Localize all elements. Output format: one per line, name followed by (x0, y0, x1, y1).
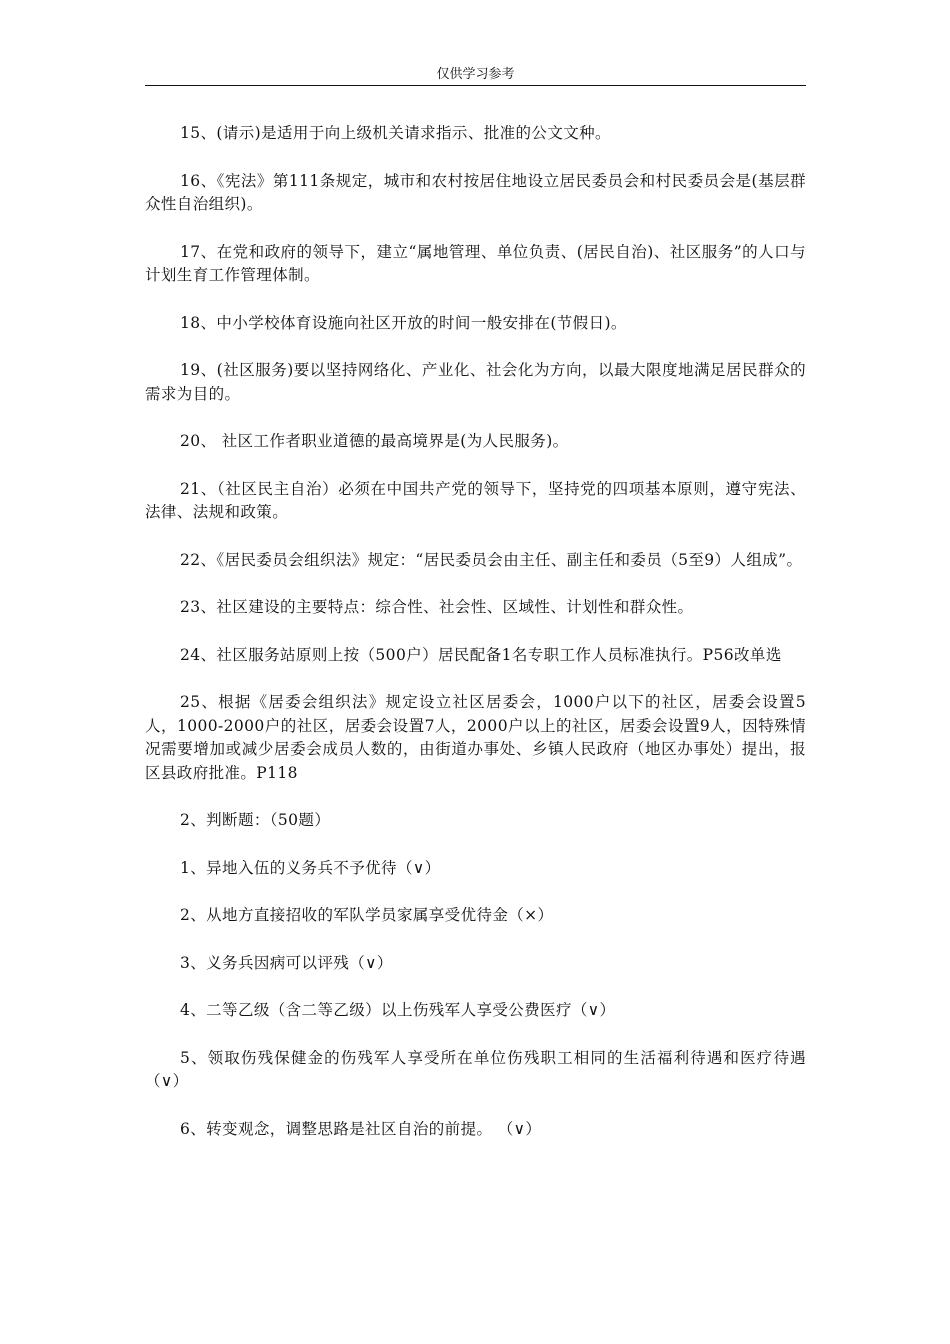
paragraph-tf1: 1、异地入伍的义务兵不予优待（∨） (180, 858, 441, 877)
paragraph-tf4: 4、二等乙级（含二等乙级）以上伤残军人享受公费医疗（∨） (180, 1001, 616, 1019)
paragraph-q21: 21、（社区民主自治）必须在中国共产党的领导下，坚持党的四项基本原则，遵守宪法、法律、法规和政策。 (145, 479, 806, 521)
header-divider (145, 85, 806, 86)
paragraph-q22: 22、《居民委员会组织法》规定：“居民委员会由主任、副主任和委员（5至9）人组成”。 (180, 550, 803, 569)
paragraph-q19: 19、(社区服务)要以坚持网络化、产业化、社会化为方向，以最大限度地满足居民群众的需求为目的。 (145, 361, 806, 403)
paragraph-tf3: 3、义务兵因病可以评残（∨） (180, 953, 393, 972)
paragraph-q18: 18、中小学校体育设施向社区开放的时间一般安排在(节假日)。 (180, 313, 627, 332)
paragraph-q17: 17、在党和政府的领导下，建立“属地管理、单位负责、(居民自治)、社区服务”的人口与计划生育工作管理体制。 (145, 242, 806, 284)
paragraph-q16: 16、《宪法》第111条规定，城市和农村按居住地设立居民委员会和村民委员会是(基层群众性自治组织)。 (145, 171, 806, 213)
paragraph-tf5: 5、领取伤残保健金的伤残军人享受所在单位伤残职工相同的生活福利待遇和医疗待遇（∨） (145, 1048, 806, 1090)
page-header: 仅供学习参考 (436, 67, 515, 82)
paragraph-q20: 20、 社区工作者职业道德的最高境界是(为人民服务)。 (180, 432, 569, 450)
section-heading-true-false: 2、判断题：（50题） (180, 811, 331, 829)
paragraph-q24: 24、社区服务站原则上按（500户）居民配备1名专职工作人员标准执行。P56改单选 (180, 645, 782, 664)
paragraph-q25: 25、根据《居委会组织法》规定设立社区居委会，1000户以下的社区，居委会设置5人，1000-2000户的社区，居委会设置7人，2000户以上的社区，居委会设置9人，因特殊情况需要增加或减少居委会成员人数的，由街道办事处、乡镇人民政府（地区办事处）提出，报区县政府批准。P118 (145, 693, 806, 782)
paragraph-q23: 23、社区建设的主要特点：综合性、社会性、区域性、计划性和群众性。 (180, 598, 694, 616)
paragraph-q15: 15、(请示)是适用于向上级机关请求指示、批准的公文文种。 (180, 124, 611, 142)
paragraph-tf2: 2、从地方直接招收的军队学员家属享受优待金（×） (180, 906, 554, 924)
paragraph-tf6: 6、转变观念，调整思路是社区自治的前提。 （∨） (180, 1119, 542, 1138)
document-body (145, 122, 806, 1141)
